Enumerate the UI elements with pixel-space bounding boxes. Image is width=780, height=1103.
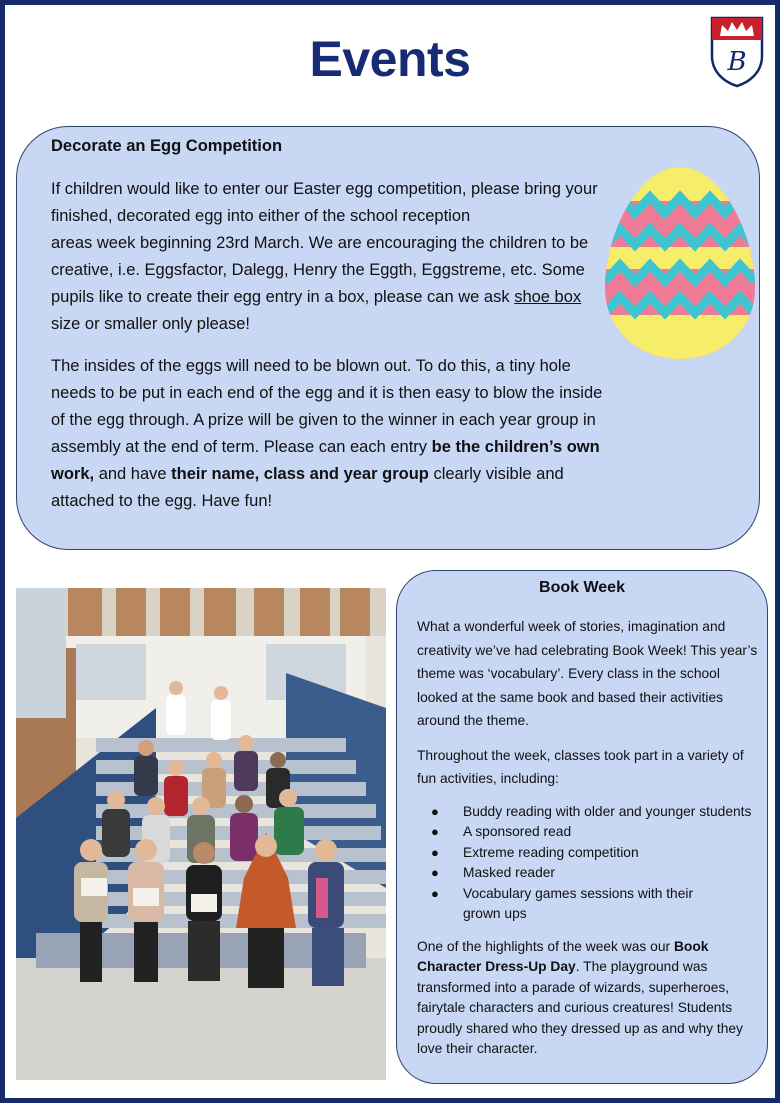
emphasis: their name, class and year group: [171, 465, 429, 483]
egg-paragraph-2: [51, 353, 611, 515]
list-item: ● Vocabulary games sessions with their grown ups: [431, 885, 694, 921]
page-title: Events: [309, 31, 471, 87]
book-week-text: [417, 615, 767, 1071]
bullet-icon: ●: [431, 824, 439, 839]
text-line: love their character.: [417, 1041, 538, 1056]
book-week-heading: Book Week: [539, 579, 625, 596]
dress-up-day-paragraph: [417, 937, 767, 1060]
text-line: assembly at the end of term. Please can each entry be the children’s own: [51, 438, 600, 456]
egg-competition-heading: Decorate an Egg Competition: [51, 137, 283, 155]
text-line: proudly shared who they dressed up as and why they: [417, 1020, 743, 1036]
emphasis: Book: [673, 938, 709, 954]
list-item: ● Masked reader: [417, 863, 767, 884]
text-line: pupils like to create their egg entry in a box, please can we ask shoe box: [51, 288, 582, 306]
text-line: transformed into a parade of wizards, superheroes,: [417, 979, 730, 995]
text-line: creativity we’ve had celebrating Book Week! This year’s: [417, 642, 758, 658]
text-line: Character Dress-Up Day. The playground was: [417, 959, 708, 974]
activities-list: [417, 802, 767, 925]
activities-intro: [417, 744, 767, 791]
text-line: around the theme.: [417, 713, 529, 728]
text-line: creative, i.e. Eggsfactor, Dalegg, Henry the Eggth, Eggstreme, etc. Some: [51, 261, 585, 279]
bullet-icon: ●: [431, 865, 439, 880]
egg-competition-panel: [16, 126, 760, 550]
shoe-box-underlined: shoe box: [514, 288, 582, 306]
book-week-panel: [396, 570, 768, 1084]
text-line: Throughout the week, classes took part in a variety of: [417, 747, 744, 763]
text-line: fairytale characters and curious creatures! Students: [417, 1000, 733, 1015]
text-line: needs to be put in each end of the egg and it is then easy to blow the inside: [51, 384, 603, 402]
text-line: finished, decorated egg into either of the school reception: [51, 207, 471, 225]
bullet-icon: ●: [431, 885, 439, 901]
text-line: If children would like to enter our Easter egg competition, please bring your: [51, 180, 598, 198]
egg-competition-text: [51, 176, 611, 530]
book-week-group-photo: [16, 588, 386, 1080]
list-item: ● A sponsored read: [417, 822, 767, 843]
text-line: The insides of the eggs will need to be blown out. To do this, a tiny hole: [51, 357, 571, 375]
text-line: One of the highlights of the week was our Book: [417, 938, 709, 954]
svg-text:B: B: [727, 47, 747, 77]
book-week-intro: [417, 615, 767, 733]
emphasis: be the children’s own: [431, 438, 600, 456]
text-line: areas week beginning 23rd March. We are encouraging the children to be: [51, 234, 589, 252]
text-line: looked at the same book and based their activities: [417, 689, 724, 705]
text-line: attached to the egg. Have fun!: [51, 492, 273, 510]
text-line: theme was ‘vocabulary’. Every class in the school: [417, 666, 720, 681]
text-line: of the egg through. A prize will be given to the winner in each year group in: [51, 411, 596, 429]
bullet-icon: ●: [431, 844, 439, 860]
bullet-icon: ●: [431, 803, 439, 819]
emphasis: Character Dress-Up Day: [417, 959, 576, 974]
text-line: fun activities, including:: [417, 771, 559, 786]
text-line: What a wonderful week of stories, imagination and: [417, 619, 726, 634]
easter-egg-illustration: [605, 165, 755, 361]
list-item: ● Buddy reading with older and younger students: [417, 802, 767, 823]
school-crest-logo: [710, 16, 764, 88]
list-item: ● Extreme reading competition: [417, 843, 767, 864]
egg-paragraph-1: [51, 176, 611, 338]
text-line: size or smaller only please!: [51, 315, 250, 333]
text-line: work, and have their name, class and year group clearly visible and: [51, 465, 564, 483]
